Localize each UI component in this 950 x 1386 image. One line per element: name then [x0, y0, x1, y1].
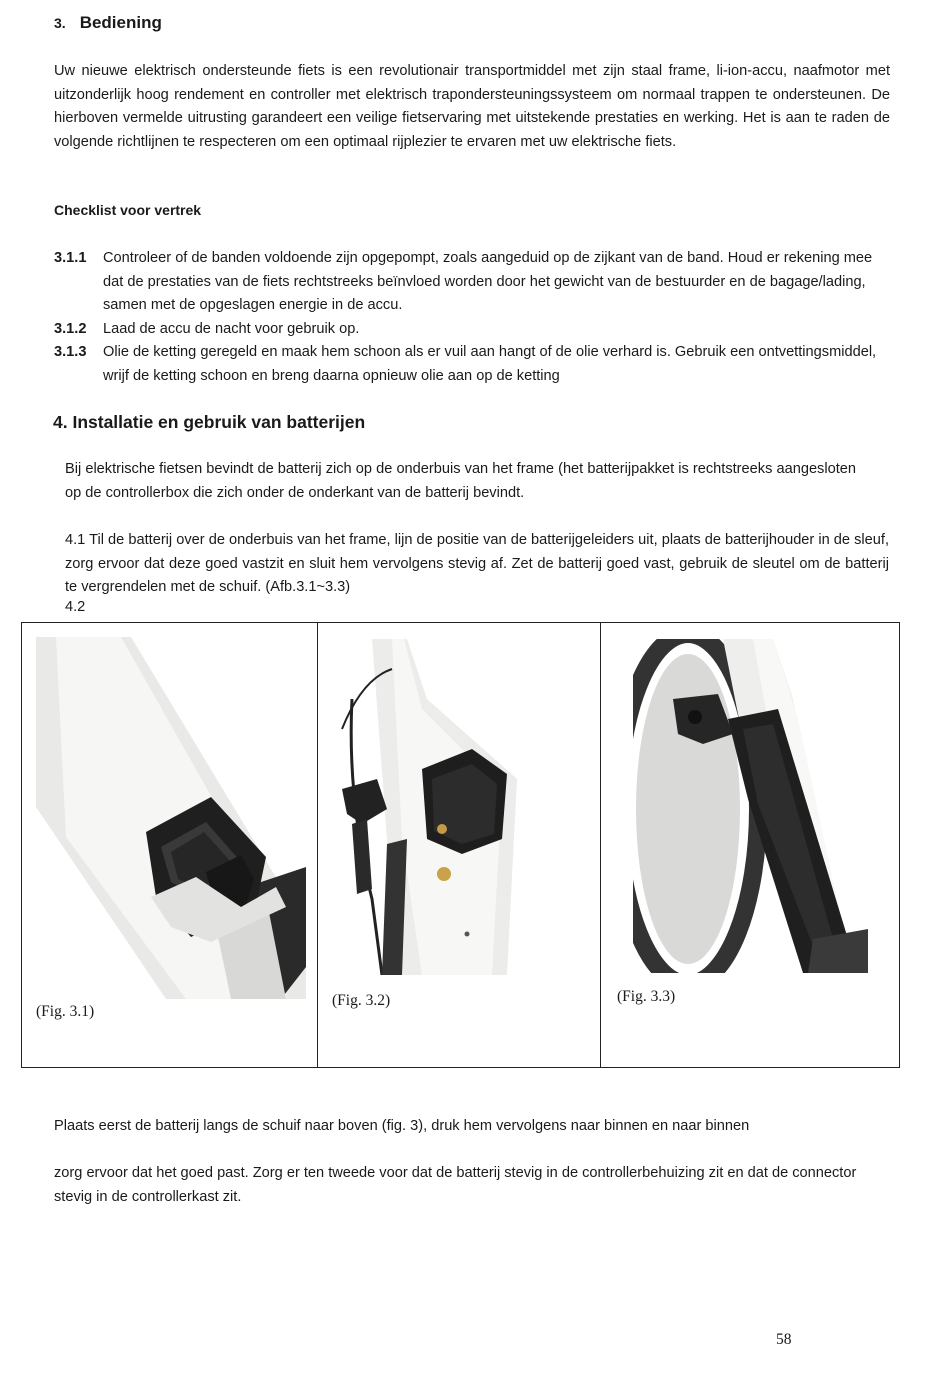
- figure-3-2-photo: [332, 639, 562, 975]
- checklist-title: Checklist voor vertrek: [54, 202, 202, 218]
- figure-3-1-photo: [36, 637, 306, 999]
- section-4-intro: Bij elektrische fietsen bevindt de batterij zich op de onderbuis van het frame (het batterijpakket is rechtstreeks aangesloten op de controllerbox die zich onder de onderkant van de batterij bevindt.: [65, 461, 856, 501]
- section-3-heading: [54, 13, 162, 33]
- figure-cell-3-2: [317, 623, 601, 1067]
- checklist-item: [54, 247, 890, 318]
- section-3-title: Bediening: [79, 13, 162, 32]
- checklist-item-text: Laad de accu de nacht voor gebruik op.: [103, 321, 360, 337]
- figure-cell-3-3: [600, 623, 899, 1067]
- section-3-number: 3.: [54, 15, 66, 31]
- after-figure-text-1: Plaats eerst de batterij langs de schuif naar boven (fig. 3), druk hem vervolgens naar binnen en naar binnen: [54, 1118, 750, 1134]
- checklist-item: [54, 318, 890, 342]
- checklist-item-text: Controleer of de banden voldoende zijn opgepompt, zoals aangeduid op de zijkant van de band. Houd er rekening mee dat de prestaties van de fiets rechtstreeks beïnvloed worden door het gewicht van de bestuurder en de bagage/lading, samen met de opgeslagen energie in de accu.: [103, 250, 873, 313]
- section-4-heading: 4. Installatie en gebruik van batterijen: [53, 412, 366, 432]
- checklist-item-number: 3.1.2: [54, 321, 87, 337]
- figure-3-3-caption: (Fig. 3.3): [617, 988, 676, 1005]
- figure-table: [21, 622, 900, 1068]
- page-number: 58: [776, 1331, 792, 1348]
- figure-3-2-caption: (Fig. 3.2): [332, 992, 391, 1009]
- checklist-item: [54, 341, 890, 388]
- step-4-2: 4.2: [65, 599, 86, 615]
- checklist-item-number: 3.1.1: [54, 250, 87, 266]
- figure-3-1-caption: (Fig. 3.1): [36, 1003, 95, 1020]
- step-4-1: 4.1 Til de batterij over de onderbuis van het frame, lijn de positie van de batterijgeleiders uit, plaats de batterijhouder in de sleuf, zorg ervoor dat deze goed vastzit en sluit hem vervolgens stevig af. Zet de batterij goed vast, gebruik de sleutel om de batterij te vergrendelen met de schuif. (Afb.3.1~3.3): [65, 532, 889, 595]
- after-figure-text-2: zorg ervoor dat het goed past. Zorg er ten tweede voor dat de batterij stevig in de controllerbehuizing zit en dat de connector stevig in de controllerkast zit.: [54, 1165, 857, 1205]
- checklist-item-text: Olie de ketting geregeld en maak hem schoon als er vuil aan hangt of de olie verhard is. Gebruik een ontvettingsmiddel, wrijf de ketting schoon en breng daarna opnieuw olie aan op de ketting: [103, 344, 877, 384]
- checklist-item-number: 3.1.3: [54, 344, 87, 360]
- section-3-intro: Uw nieuwe elektrisch ondersteunde fiets is een revolutionair transportmiddel met zijn staal frame, li-ion-accu, naafmotor met uitzonderlijk hoog rendement en controller met elektrisch trapondersteuningssysteem om normaal trappen te ondersteunen. De hierboven vermelde uitrusting garandeert een veilige fietservaring met uitstekende prestaties en werking. Het is aan te raden de volgende richtlijnen te respecteren om een optimaal rijplezier te ervaren met uw elektrische fiets.: [54, 63, 890, 150]
- figure-3-3-photo: [633, 639, 868, 973]
- figure-cell-3-1: [22, 623, 318, 1067]
